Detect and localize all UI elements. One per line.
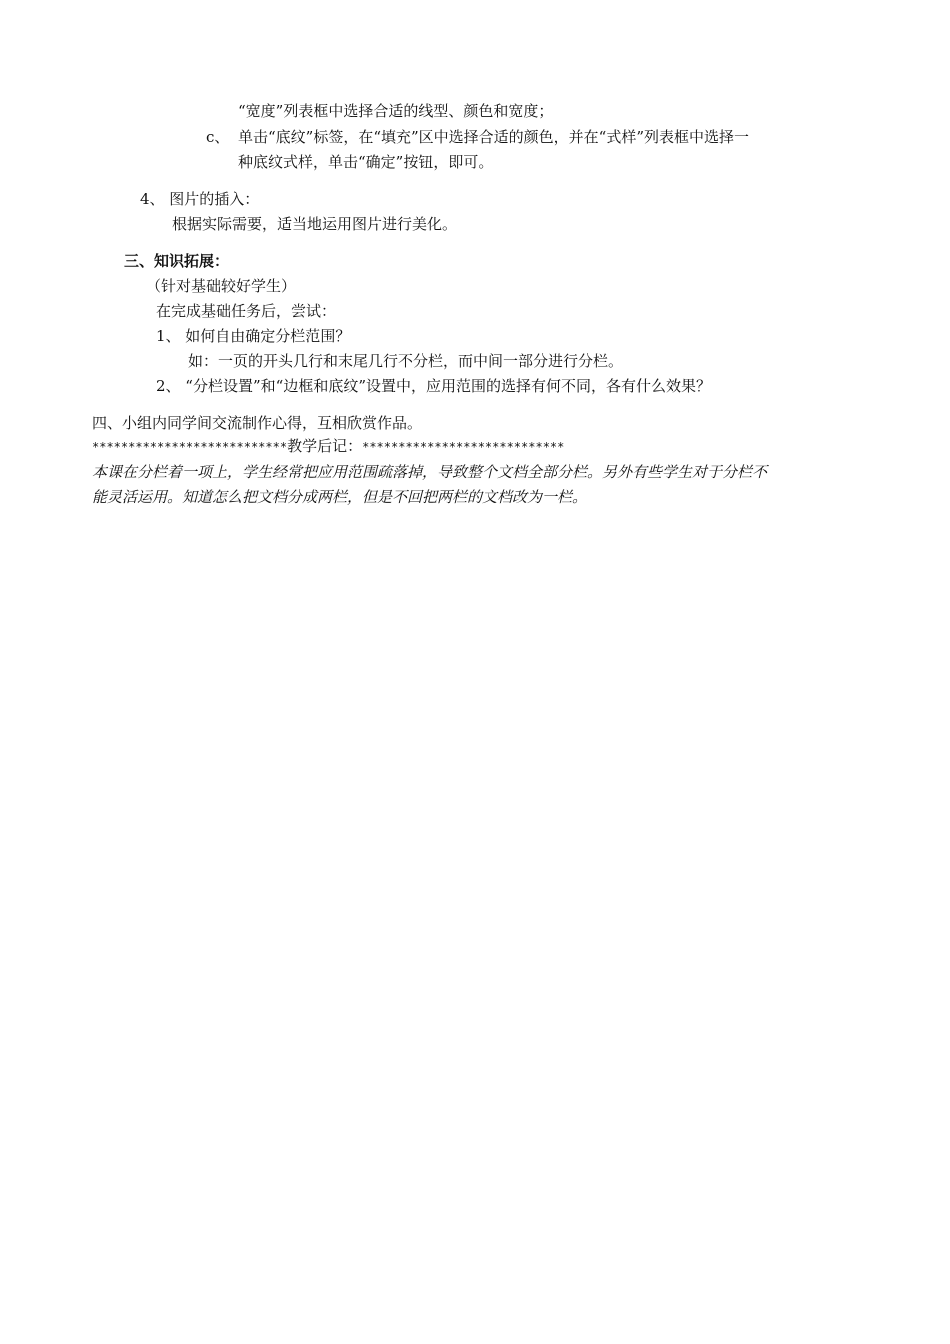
extension-heading: 三、知识拓展： [124, 252, 230, 270]
extension-question-2: 2、 “分栏设置”和“边框和底纹”设置中，应用范围的选择有何不同，各有什么效果？ [156, 377, 711, 395]
borders-line-1: “宽度”列表框中选择合适的线型、颜色和宽度； [238, 102, 554, 120]
reflection-stars-right: **************************** [362, 440, 565, 454]
reflection-label: 教学后记： [287, 437, 363, 455]
reflection-stars-left: *************************** [92, 440, 288, 454]
step-c-line-1: 单击“底纹”标签，在“填充”区中选择合适的颜色，并在“式样”列表框中选择一 [238, 128, 750, 146]
reflection-header [92, 436, 564, 457]
images-body: 根据实际需要，适当地运用图片进行美化。 [172, 215, 458, 233]
images-heading: 4、 图片的插入： [140, 190, 260, 208]
section-four-text: 四、小组内同学间交流制作心得，互相欣赏作品。 [92, 414, 423, 432]
extension-intro: 在完成基础任务后，尝试： [156, 302, 337, 320]
reflection-text-line-2: 能灵活运用。知道怎么把文档分成两栏，但是不回把两栏的文档改为一栏。 [92, 488, 588, 506]
extension-question-1: 1、 如何自由确定分栏范围？ [156, 327, 351, 345]
step-c-line-2: 种底纹式样，单击“确定”按钮，即可。 [238, 153, 494, 171]
step-c-marker: c、 [206, 128, 230, 146]
extension-target: （针对基础较好学生） [146, 277, 297, 295]
extension-question-1-example: 如：一页的开头几行和末尾几行不分栏，而中间一部分进行分栏。 [188, 352, 624, 370]
reflection-text-line-1: 本课在分栏着一项上，学生经常把应用范围疏落掉，导致整个文档全部分栏。另外有些学生对于分栏不 [92, 463, 768, 481]
